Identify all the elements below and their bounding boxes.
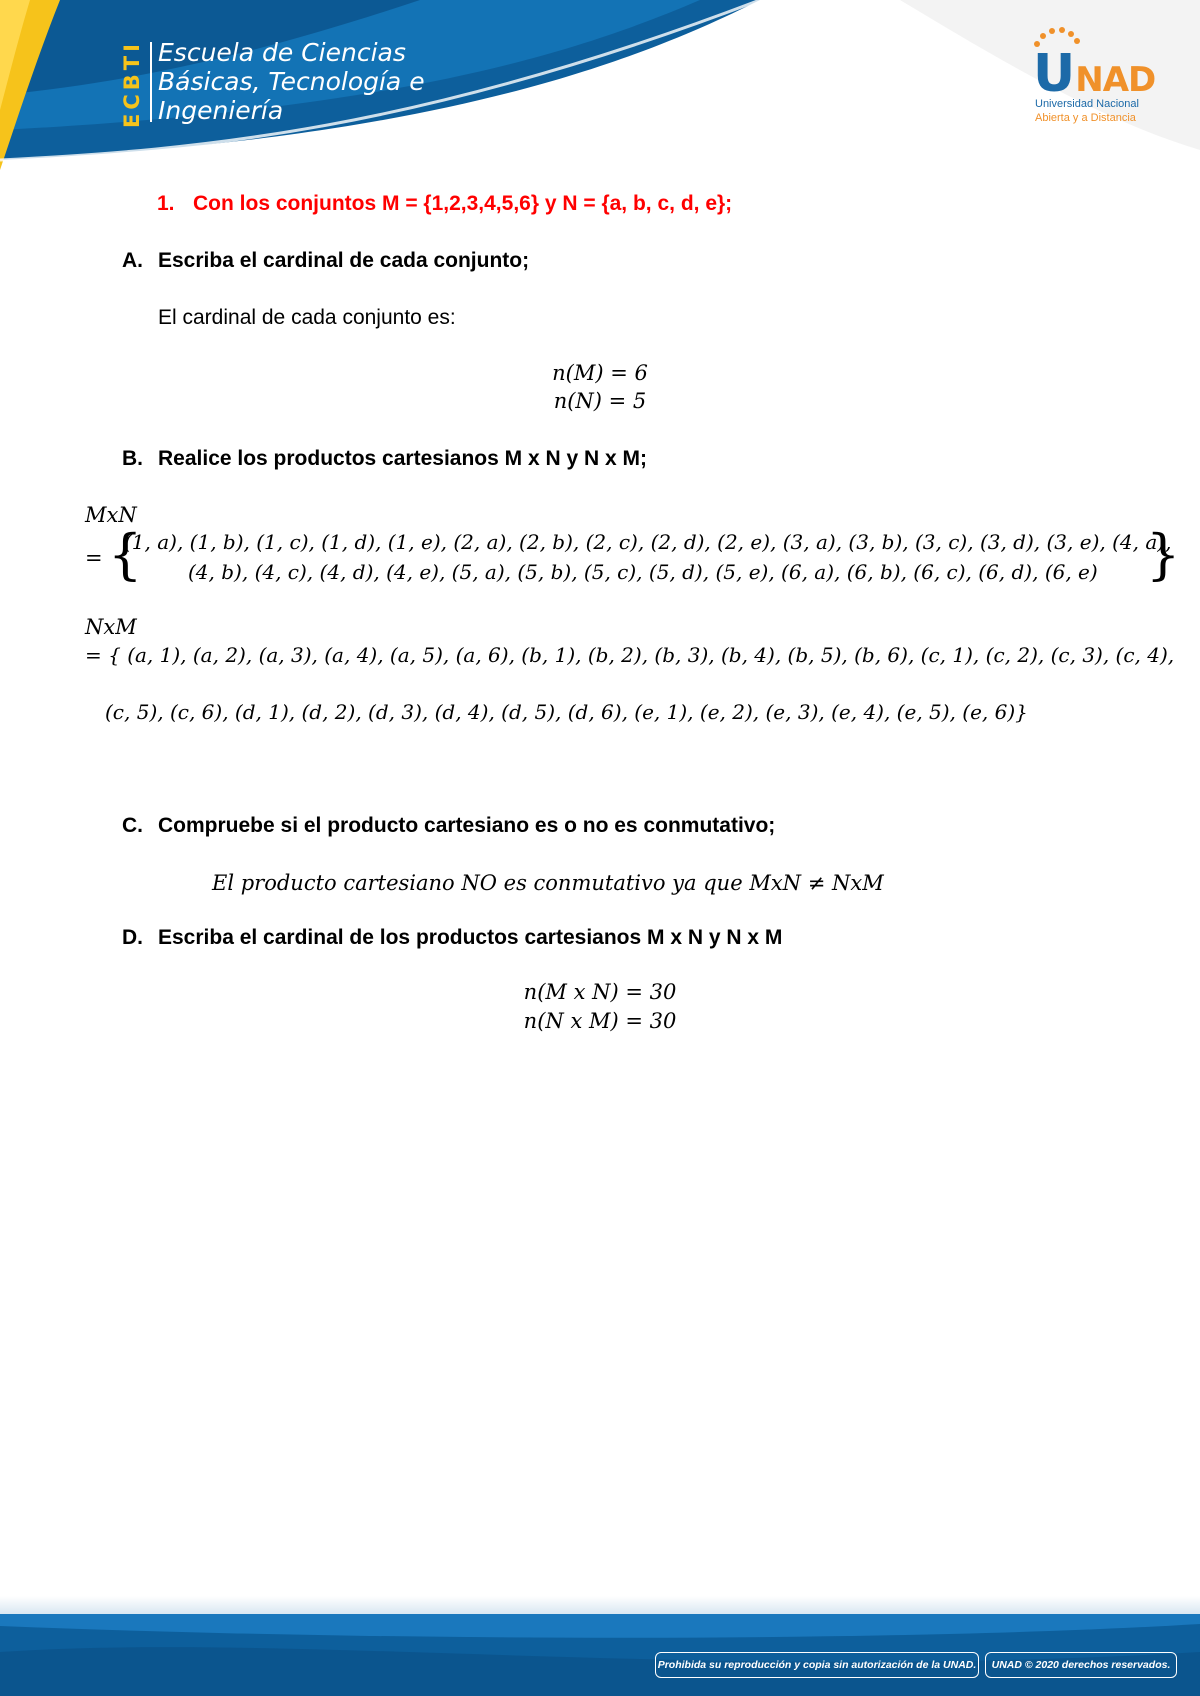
section-d-letter: D. xyxy=(122,926,143,949)
footer-notice: Prohibida su reproducción y copia sin autorización de la UNAD. xyxy=(655,1652,979,1678)
nxm-label: NxM xyxy=(85,615,137,639)
mxn-equals: = xyxy=(85,546,103,570)
section-d-equation-2: n(N x M) = 30 xyxy=(523,1009,677,1033)
school-name-line-2: Básicas, Tecnología e xyxy=(158,67,425,96)
ecbti-vertical-label: ECBTI xyxy=(120,40,144,128)
section-a-equation-2: n(N) = 5 xyxy=(553,389,647,413)
section-c-title: Compruebe si el producto cartesiano es o no es conmutativo; xyxy=(158,814,776,837)
section-a-letter: A. xyxy=(122,249,143,272)
nxm-pairs-line-1: = { (a, 1), (a, 2), (a, 3), (a, 4), (a, 5), (a, 6), (b, 1), (b, 2), (b, 3), (b, 4), (b, 5), (b, 6), (c, 1), (c, 2), (c, 3), (c, 4), xyxy=(85,643,1175,667)
header-divider xyxy=(150,42,152,122)
section-d-equation-1: n(M x N) = 30 xyxy=(523,980,677,1004)
problem-statement: Con los conjuntos M = {1,2,3,4,5,6} y N = {a, b, c, d, e}; xyxy=(193,192,733,215)
footer-copyright: UNAD © 2020 derechos reservados. xyxy=(985,1652,1177,1678)
section-d-title: Escriba el cardinal de los productos cartesianos M x N y N x M xyxy=(158,926,783,949)
logo-line-1: Universidad Nacional xyxy=(1035,98,1139,110)
section-a-title: Escriba el cardinal de cada conjunto; xyxy=(158,249,530,272)
school-name-line-3: Ingeniería xyxy=(158,96,284,125)
section-a-equation-1: n(M) = 6 xyxy=(552,361,648,385)
mxn-right-brace: } xyxy=(1146,523,1181,586)
section-b-letter: B. xyxy=(122,447,143,470)
mxn-pairs-line-2: (4, b), (4, c), (4, d), (4, e), (5, a), (5, b), (5, c), (5, d), (5, e), (6, a), (6, b), (6, c), (6, d), (6, e) xyxy=(188,560,1098,584)
school-name-line-1: Escuela de Ciencias xyxy=(158,38,406,67)
section-a-text: El cardinal de cada conjunto es: xyxy=(158,306,456,329)
logo-line-2: Abierta y a Distancia xyxy=(1035,112,1136,124)
footer-fade xyxy=(0,1596,1200,1614)
nxm-pairs-line-2: (c, 5), (c, 6), (d, 1), (d, 2), (d, 3), (d, 4), (d, 5), (d, 6), (e, 1), (e, 2), (e, 3), (e, 4), (e, 5), (e, 6)} xyxy=(105,700,1028,724)
school-name xyxy=(158,38,425,125)
mxn-label: MxN xyxy=(85,503,137,527)
logo-wordmark: UNAD xyxy=(1033,44,1156,104)
section-b-title: Realice los productos cartesianos M x N y N x M; xyxy=(158,447,647,470)
unad-logo xyxy=(1025,26,1155,126)
mxn-left-brace: { xyxy=(108,523,143,586)
problem-number: 1. xyxy=(157,192,175,215)
section-c-answer: El producto cartesiano NO es conmutativo ya que MxN ≠ NxM xyxy=(212,871,884,895)
section-c-letter: C. xyxy=(122,814,143,837)
mxn-pairs-line-1: (1, a), (1, b), (1, c), (1, d), (1, e), (2, a), (2, b), (2, c), (2, d), (2, e), (3, a), (3, b), (3, c), (3, d), (3, e), (4, a), xyxy=(124,530,1172,554)
